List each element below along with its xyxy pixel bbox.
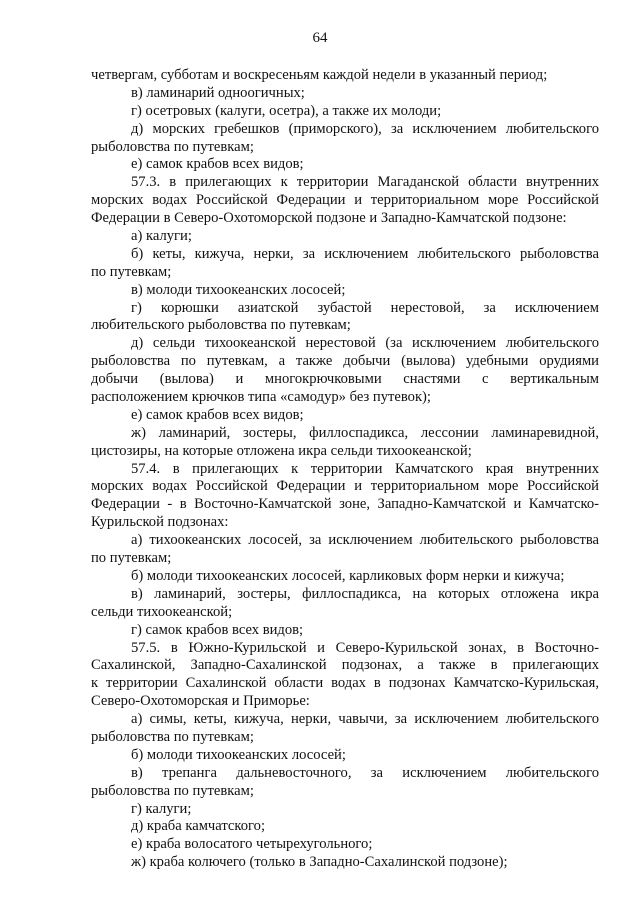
text-line: по путевкам; bbox=[91, 550, 172, 567]
text-line: в) молоди тихоокеанских лососей; bbox=[131, 281, 346, 298]
text-line: е) самок крабов всех видов; bbox=[131, 156, 304, 173]
text-line: а) симы, кеты, кижуча, нерки, чавычи, за исключением любительского bbox=[131, 711, 599, 728]
text-line: цистозиры, на которые отложена икра сельди тихоокеанской; bbox=[91, 442, 472, 459]
text-line: добычи (вылова) и многокрючковыми снастями с вертикальным bbox=[91, 371, 599, 388]
text-line: Северо-Охотоморская и Приморье: bbox=[91, 693, 310, 710]
page-number: 64 bbox=[312, 30, 328, 46]
text-line: любительского рыболовства по путевкам; bbox=[91, 317, 351, 334]
text-line: г) корюшки азиатской зубастой нерестовой, за исключением bbox=[131, 299, 599, 316]
text-line: Курильской подзонах: bbox=[91, 514, 229, 531]
text-line: морских водах Российской Федерации и территориальном море Российской bbox=[91, 478, 599, 495]
text-line: рыболовства по путевкам, а также добычи (вылова) удебными орудиями bbox=[91, 353, 599, 370]
text-line: б) молоди тихоокеанских лососей; bbox=[131, 746, 346, 763]
text-line: 57.3. в прилегающих к территории Магаданской области внутренних bbox=[131, 174, 599, 191]
text-line: д) сельди тихоокеанской нерестовой (за исключением любительского bbox=[131, 335, 599, 352]
text-line: Федерации - в Восточно-Камчатской зоне, Западно-Камчатской и Камчатско- bbox=[91, 496, 599, 513]
text-line: г) осетровых (калуги, осетра), а также их молоди; bbox=[131, 102, 442, 119]
text-line: расположением крючков типа «самодур» без путевок); bbox=[91, 389, 431, 406]
text-line: б) молоди тихоокеанских лососей, карликовых форм нерки и кижуча; bbox=[131, 567, 565, 584]
text-line: в) ламинарий, зостеры, филлоспадикса, на которых отложена икра bbox=[131, 585, 599, 602]
text-line: морских водах Российской Федерации и территориальном море Российской bbox=[91, 192, 599, 209]
text-line: д) морских гребешков (приморского), за исключением любительского bbox=[131, 120, 599, 137]
text-line: д) краба камчатского; bbox=[131, 818, 266, 835]
text-line: рыболовства по путевкам; bbox=[91, 728, 254, 745]
document-body bbox=[91, 67, 599, 872]
text-line: а) калуги; bbox=[131, 228, 192, 245]
text-line: г) калуги; bbox=[131, 800, 192, 817]
text-line: 57.5. в Южно-Курильской и Северо-Курильской зонах, в Восточно- bbox=[131, 639, 599, 656]
text-line: е) самок крабов всех видов; bbox=[131, 406, 304, 423]
text-line: Сахалинской, Западно-Сахалинской подзонах, а также в прилегающих bbox=[91, 657, 599, 674]
text-line: по путевкам; bbox=[91, 263, 172, 280]
text-line: в) ламинарий одноогичных; bbox=[131, 84, 305, 101]
text-line: 57.4. в прилегающих к территории Камчатского края внутренних bbox=[131, 460, 599, 477]
text-line: г) самок крабов всех видов; bbox=[131, 621, 304, 638]
text-line: сельди тихоокеанской; bbox=[91, 603, 233, 620]
text-line: ж) краба колючего (только в Западно-Сахалинской подзоне); bbox=[131, 854, 508, 871]
text-line: рыболовства по путевкам; bbox=[91, 782, 254, 799]
text-line: в) трепанга дальневосточного, за исключением любительского bbox=[131, 764, 599, 781]
text-line: Федерации в Северо-Охотоморской подзоне и Западно-Камчатской подзоне: bbox=[91, 210, 567, 227]
text-line: рыболовства по путевкам; bbox=[91, 138, 254, 155]
text-line: ж) ламинарий, зостеры, филлоспадикса, лессонии ламинаревидной, bbox=[131, 424, 599, 441]
text-line: е) краба волосатого четырехугольного; bbox=[131, 836, 373, 853]
text-line: а) тихоокеанских лососей, за исключением любительского рыболовства bbox=[131, 532, 599, 549]
text-line: к территории Сахалинской области водах в подзонах Камчатско-Курильская, bbox=[91, 675, 599, 692]
text-line: б) кеты, кижуча, нерки, за исключением любительского рыболовства bbox=[131, 245, 599, 262]
text-line: четвергам, субботам и воскресеньям каждой недели в указанный период; bbox=[91, 67, 548, 83]
